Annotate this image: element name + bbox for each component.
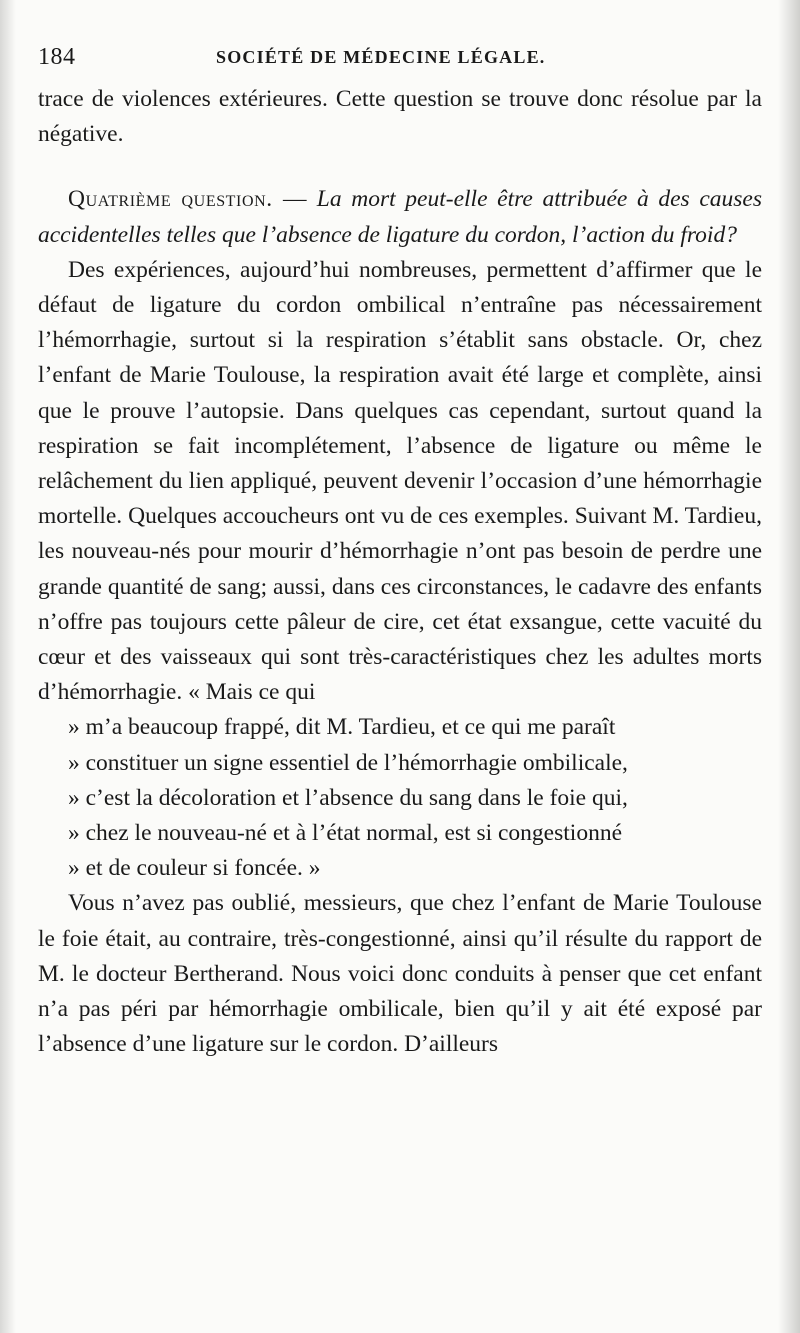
quote-line-3: » constituer un signe essentiel de l’hémorrhagie ombilicale, — [68, 749, 628, 776]
page-edge-shadow-left — [0, 0, 16, 1333]
paragraph-liver: Vous n’avez pas oublié, messieurs, que chez l’enfant de Marie Toulouse le foie était, au contraire, très-congestionné, ainsi qu’il résulte du rapport de M. le docteur Bertherand. Nous voici donc conduits à penser que cet enfant n’a pas péri par hémorrhagie ombilicale, bien qu’il y ait été exposé par l’absence d’une ligature sur le cordon. D’ailleurs — [38, 890, 762, 1058]
paragraph-conclusion: trace de violences extérieures. Cette question se trouve donc résolue par la négative. — [38, 86, 762, 148]
quote-line-5: » chez le nouveau-né et à l’état normal, est si congestionné — [68, 820, 622, 847]
paragraph-experiments — [38, 253, 762, 887]
quote-line-4: » c’est la décoloration et l’absence du sang dans le foie qui, — [68, 784, 628, 811]
page-edge-shadow-right — [778, 0, 800, 1333]
page-number: 184 — [38, 44, 76, 70]
quote-line-6: » et de couleur si foncée. » — [68, 855, 321, 882]
question-heading-text: La mort peut-elle être attribuée à des causes accidentelles telles que l’absence de ligature du cordon, l’action du froid? — [38, 186, 762, 248]
quote-line-2: » m’a beaucoup frappé, dit M. Tardieu, et ce qui me paraît — [68, 714, 616, 741]
page-header — [38, 40, 778, 76]
body-text — [38, 82, 762, 1062]
running-title: SOCIÉTÉ DE MÉDECINE LÉGALE. — [216, 47, 546, 67]
question-heading-paragraph — [38, 182, 762, 252]
paragraph-experiments-text: Des expériences, aujourd’hui nombreuses, permettent d’affirmer que le défaut de ligature du cordon ombilical n’entraîne pas nécessairement l’hémorrhagie, surtout si la respiration s’établit sans obstacle. Or, chez l’enfant de Marie Toulouse, la respiration avait été large et complète, ainsi que le prouve l’autopsie. Dans quelques cas cependant, surtout quand la respiration se fait incomplétement, l’absence de ligature ou même le relâchement du lien appliqué, peuvent devenir l’occasion d’une hémorrhagie mortelle. Quelques accoucheurs ont vu de ces exemples. Suivant M. Tardieu, les nouveau-nés pour mourir d’hémorrhagie n’ont pas besoin de perdre une grande quantité de sang; aussi, dans ces circonstances, le cadavre des enfants n’offre pas toujours cette pâleur de cire, cet état exsangue, cette vacuité du cœur et des vaisseaux qui sont très-caractéristiques chez les adultes morts d’hémorrhagie. — [38, 256, 762, 706]
quote-line-1: « Mais ce qui — [188, 679, 316, 706]
question-heading-label: Quatrième question. — — [68, 186, 308, 213]
